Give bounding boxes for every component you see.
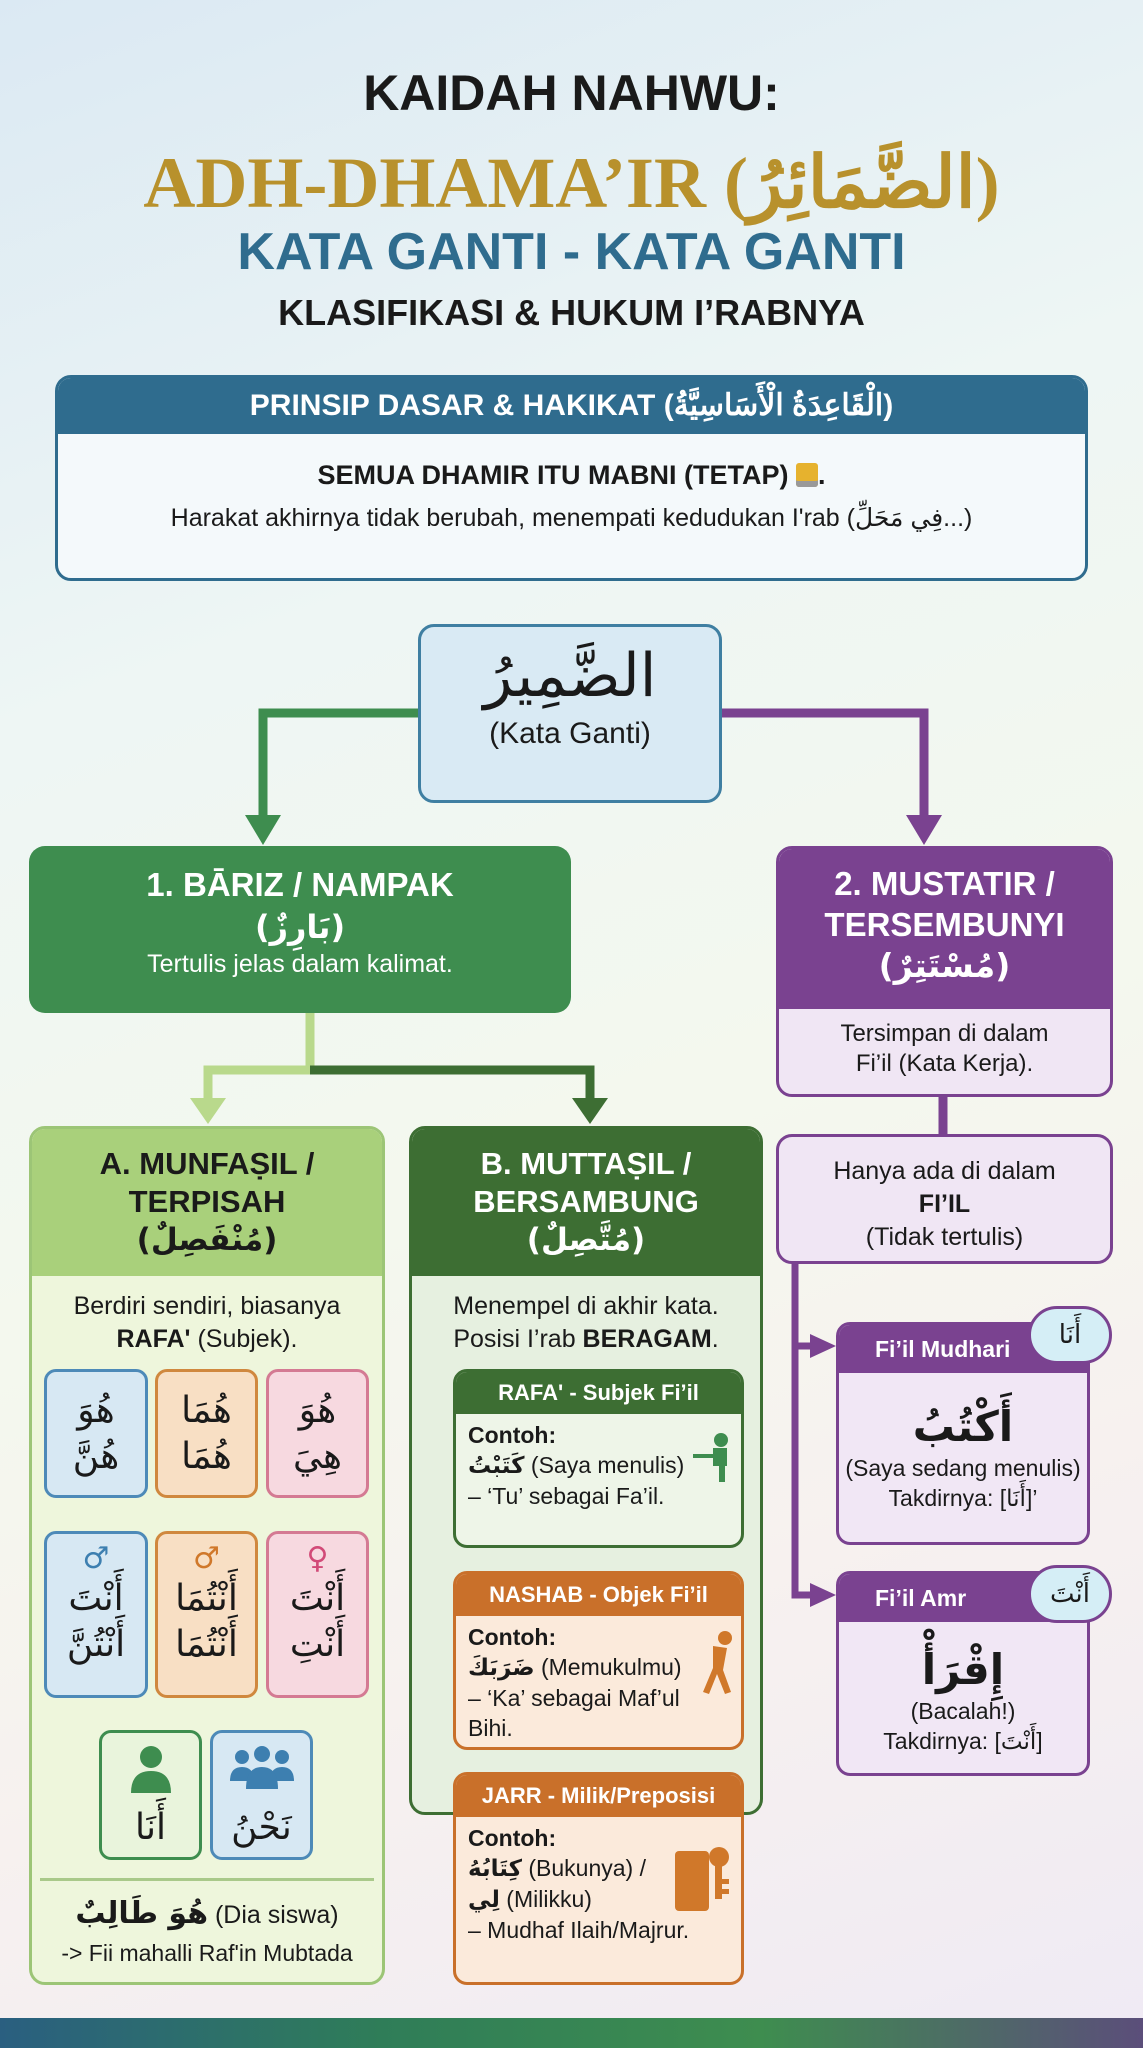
note-3: (Tidak tertulis) (865, 1223, 1024, 1251)
contoh-label: Contoh: (468, 1825, 557, 1851)
male-icon: ♂ (193, 1541, 220, 1576)
pronoun: هِيَ (293, 1436, 342, 1477)
muttasil-title-2: BERSAMBUNG (473, 1184, 699, 1219)
fiil-only-box (776, 1134, 1113, 1264)
hit-person-icon (699, 1626, 735, 1696)
bottom-bar (0, 2018, 1143, 2048)
desc-1: Berdiri sendiri, biasanya (73, 1292, 341, 1320)
desc-2: (Subjek). (190, 1325, 298, 1353)
muttasil-desc (412, 1290, 760, 1356)
desc-1: Menempel di akhir kata. (453, 1292, 719, 1320)
bariz-box (29, 846, 571, 1013)
pronoun: هُوَ (77, 1390, 115, 1431)
muttasil-arabic: (مُتَّصِلٌ) (526, 1222, 646, 1258)
desc-end: . (711, 1325, 719, 1353)
example-translation: (Memukulmu) (534, 1654, 682, 1680)
pronoun-card (44, 1369, 148, 1498)
example-translation: (Dia siswa) (208, 1901, 339, 1929)
principle-header: PRINSIP DASAR & HAKIKAT (الْقَاعِدَةُ الْأَسَاسِيَّةُ) (58, 378, 1085, 434)
person-icon (129, 1745, 173, 1793)
thought-cloud-anta: أَنْتَ (1028, 1565, 1112, 1623)
pronoun: هُمَا (181, 1436, 232, 1477)
rafa-box (453, 1369, 744, 1548)
root-label: (Kata Ganti) (489, 717, 651, 750)
mustatir-title-1: 2. MUSTATIR / (834, 865, 1055, 902)
pronoun-card (155, 1531, 258, 1698)
title-klasifikasi: KLASIFIKASI & HUKUM I’RABNYA (278, 292, 865, 333)
nashab-box (453, 1571, 744, 1750)
contoh-label: Contoh: (468, 1624, 557, 1650)
amr-takdir: Takdirnya: [أَنْتَ] (883, 1728, 1043, 1754)
pronoun-card (266, 1369, 369, 1498)
mustatir-desc-1: Tersimpan di dalam (840, 1020, 1049, 1047)
munfasil-arabic: (مُنْفَصِلٌ) (136, 1222, 278, 1258)
male-icon: ♂ (82, 1541, 110, 1576)
example-arabic-2: لِي (468, 1887, 500, 1913)
example-arabic: هُوَ طَالِبٌ (75, 1896, 209, 1931)
muttasil-header (412, 1129, 760, 1276)
statement-period: . (817, 460, 826, 490)
mustatir-desc (779, 1019, 1110, 1079)
bariz-desc: Tertulis jelas dalam kalimat. (147, 950, 453, 978)
pronoun-card (44, 1531, 148, 1698)
example-note: – Mudhaf Ilaih/Majrur. (468, 1917, 690, 1943)
book-key-icon (675, 1845, 731, 1911)
pronoun: أَنْتُمَا (175, 1624, 238, 1665)
mustatir-header (779, 849, 1110, 1009)
contoh-label: Contoh: (468, 1422, 557, 1448)
mudhari-translation: (Saya sedang menulis) (845, 1455, 1081, 1481)
pronoun: أَنْتُنَّ (66, 1624, 126, 1665)
mudhari-header: Fi’il Mudhari (839, 1325, 1087, 1373)
principle-statement (58, 460, 1085, 491)
root-dhamir-box (418, 624, 722, 803)
mustatir-arabic: (مُسْتَتِرٌ) (878, 946, 1011, 985)
example-note: – ‘Tu’ sebagai Fa’il. (468, 1483, 665, 1509)
mudhari-takdir: Takdirnya: [أَنَا]’ (888, 1485, 1038, 1511)
rafa-header: RAFA' - Subjek Fi’il (456, 1372, 741, 1414)
note-1: Hanya ada di dalam (833, 1157, 1056, 1185)
desc-2: Posisi I’rab (453, 1325, 583, 1353)
note-2: FI’IL (918, 1190, 971, 1218)
title-kata-ganti: KATA GANTI - KATA GANTI (237, 223, 906, 281)
example-note: – ‘Ka’ sebagai Maf’ul Bihi. (468, 1685, 680, 1741)
principle-box (55, 375, 1088, 581)
bariz-title: 1. BĀRIZ / NAMPAK (146, 866, 454, 903)
example-translation: (Saya menulis) (524, 1452, 685, 1478)
desc-bold: BERAGAM (582, 1325, 712, 1353)
munfasil-title-1: A. MUNFAṢIL / (99, 1146, 315, 1181)
example-arabic: كَتَبْتُ (468, 1453, 525, 1479)
pronoun: أَنْتِ (289, 1624, 346, 1665)
pronoun-card-ana (99, 1730, 202, 1860)
group-icon (230, 1745, 294, 1793)
jarr-box (453, 1772, 744, 1985)
example-arabic: كِتَابُهُ (468, 1856, 522, 1882)
pronoun: أَنَا (135, 1807, 166, 1848)
thought-cloud-ana: أَنَا (1028, 1306, 1112, 1364)
female-icon: ♀ (306, 1541, 329, 1576)
pronoun-card (155, 1369, 258, 1498)
bariz-arabic: (بَارِزٌ) (254, 908, 346, 946)
amr-arabic: إِقْرَأْ (921, 1645, 1005, 1694)
pronoun: أَنْتَ (68, 1578, 124, 1619)
munfasil-example-note: -> Fii mahalli Raf'in Mubtada (61, 1940, 353, 1966)
writing-person-icon (693, 1432, 733, 1482)
pronoun: هُنَّ (72, 1436, 120, 1477)
divider (40, 1878, 374, 1881)
lock-icon (796, 463, 818, 487)
principle-detail: Harakat akhirnya tidak berubah, menempati kedudukan I'rab (فِي مَحَلِّ...) (170, 504, 973, 532)
amr-translation: (Bacalah!) (910, 1698, 1016, 1724)
title-kaidah: KAIDAH NAHWU: (363, 65, 780, 121)
munfasil-header (32, 1129, 382, 1276)
mudhari-arabic: أَكْتُبُ (912, 1402, 1014, 1451)
mustatir-box (776, 846, 1113, 1097)
pronoun-card (266, 1531, 369, 1698)
muttasil-title-1: B. MUTTAṢIL / (480, 1146, 692, 1181)
pronoun: أَنْتَ (289, 1578, 346, 1619)
nashab-header: NASHAB - Objek Fi’il (456, 1574, 741, 1616)
pronoun-card-nahnu (210, 1730, 313, 1860)
example-arabic: ضَرَبَكَ (468, 1655, 535, 1681)
pronoun: أَنْتُمَا (175, 1578, 238, 1619)
pronoun: هُمَا (181, 1390, 232, 1431)
mustatir-title-2: TERSEMBUNYI (824, 906, 1065, 943)
root-arabic: الضَّمِيرُ (483, 641, 657, 711)
pronoun: نَحْنُ (231, 1807, 292, 1848)
mustatir-desc-2: Fi’il (Kata Kerja). (855, 1050, 1034, 1077)
jarr-header: JARR - Milik/Preposisi (456, 1775, 741, 1817)
statement-text: SEMUA DHAMIR ITU MABNI (TETAP) (317, 460, 789, 490)
munfasil-example (29, 1896, 385, 1931)
example-translation: (Bukunya) / (522, 1855, 646, 1881)
desc-bold: RAFA' (116, 1325, 191, 1353)
title-adh-dhamair: ADH-DHAMA’IR (الضَّمَائِرُ) (143, 143, 1000, 223)
munfasil-title-2: TERPISAH (128, 1184, 286, 1219)
amr-header: Fi’il Amr (839, 1574, 1087, 1622)
example-translation-2: (Milikku) (499, 1886, 592, 1912)
pronoun: هُوَ (298, 1390, 337, 1431)
munfasil-desc (32, 1290, 382, 1356)
